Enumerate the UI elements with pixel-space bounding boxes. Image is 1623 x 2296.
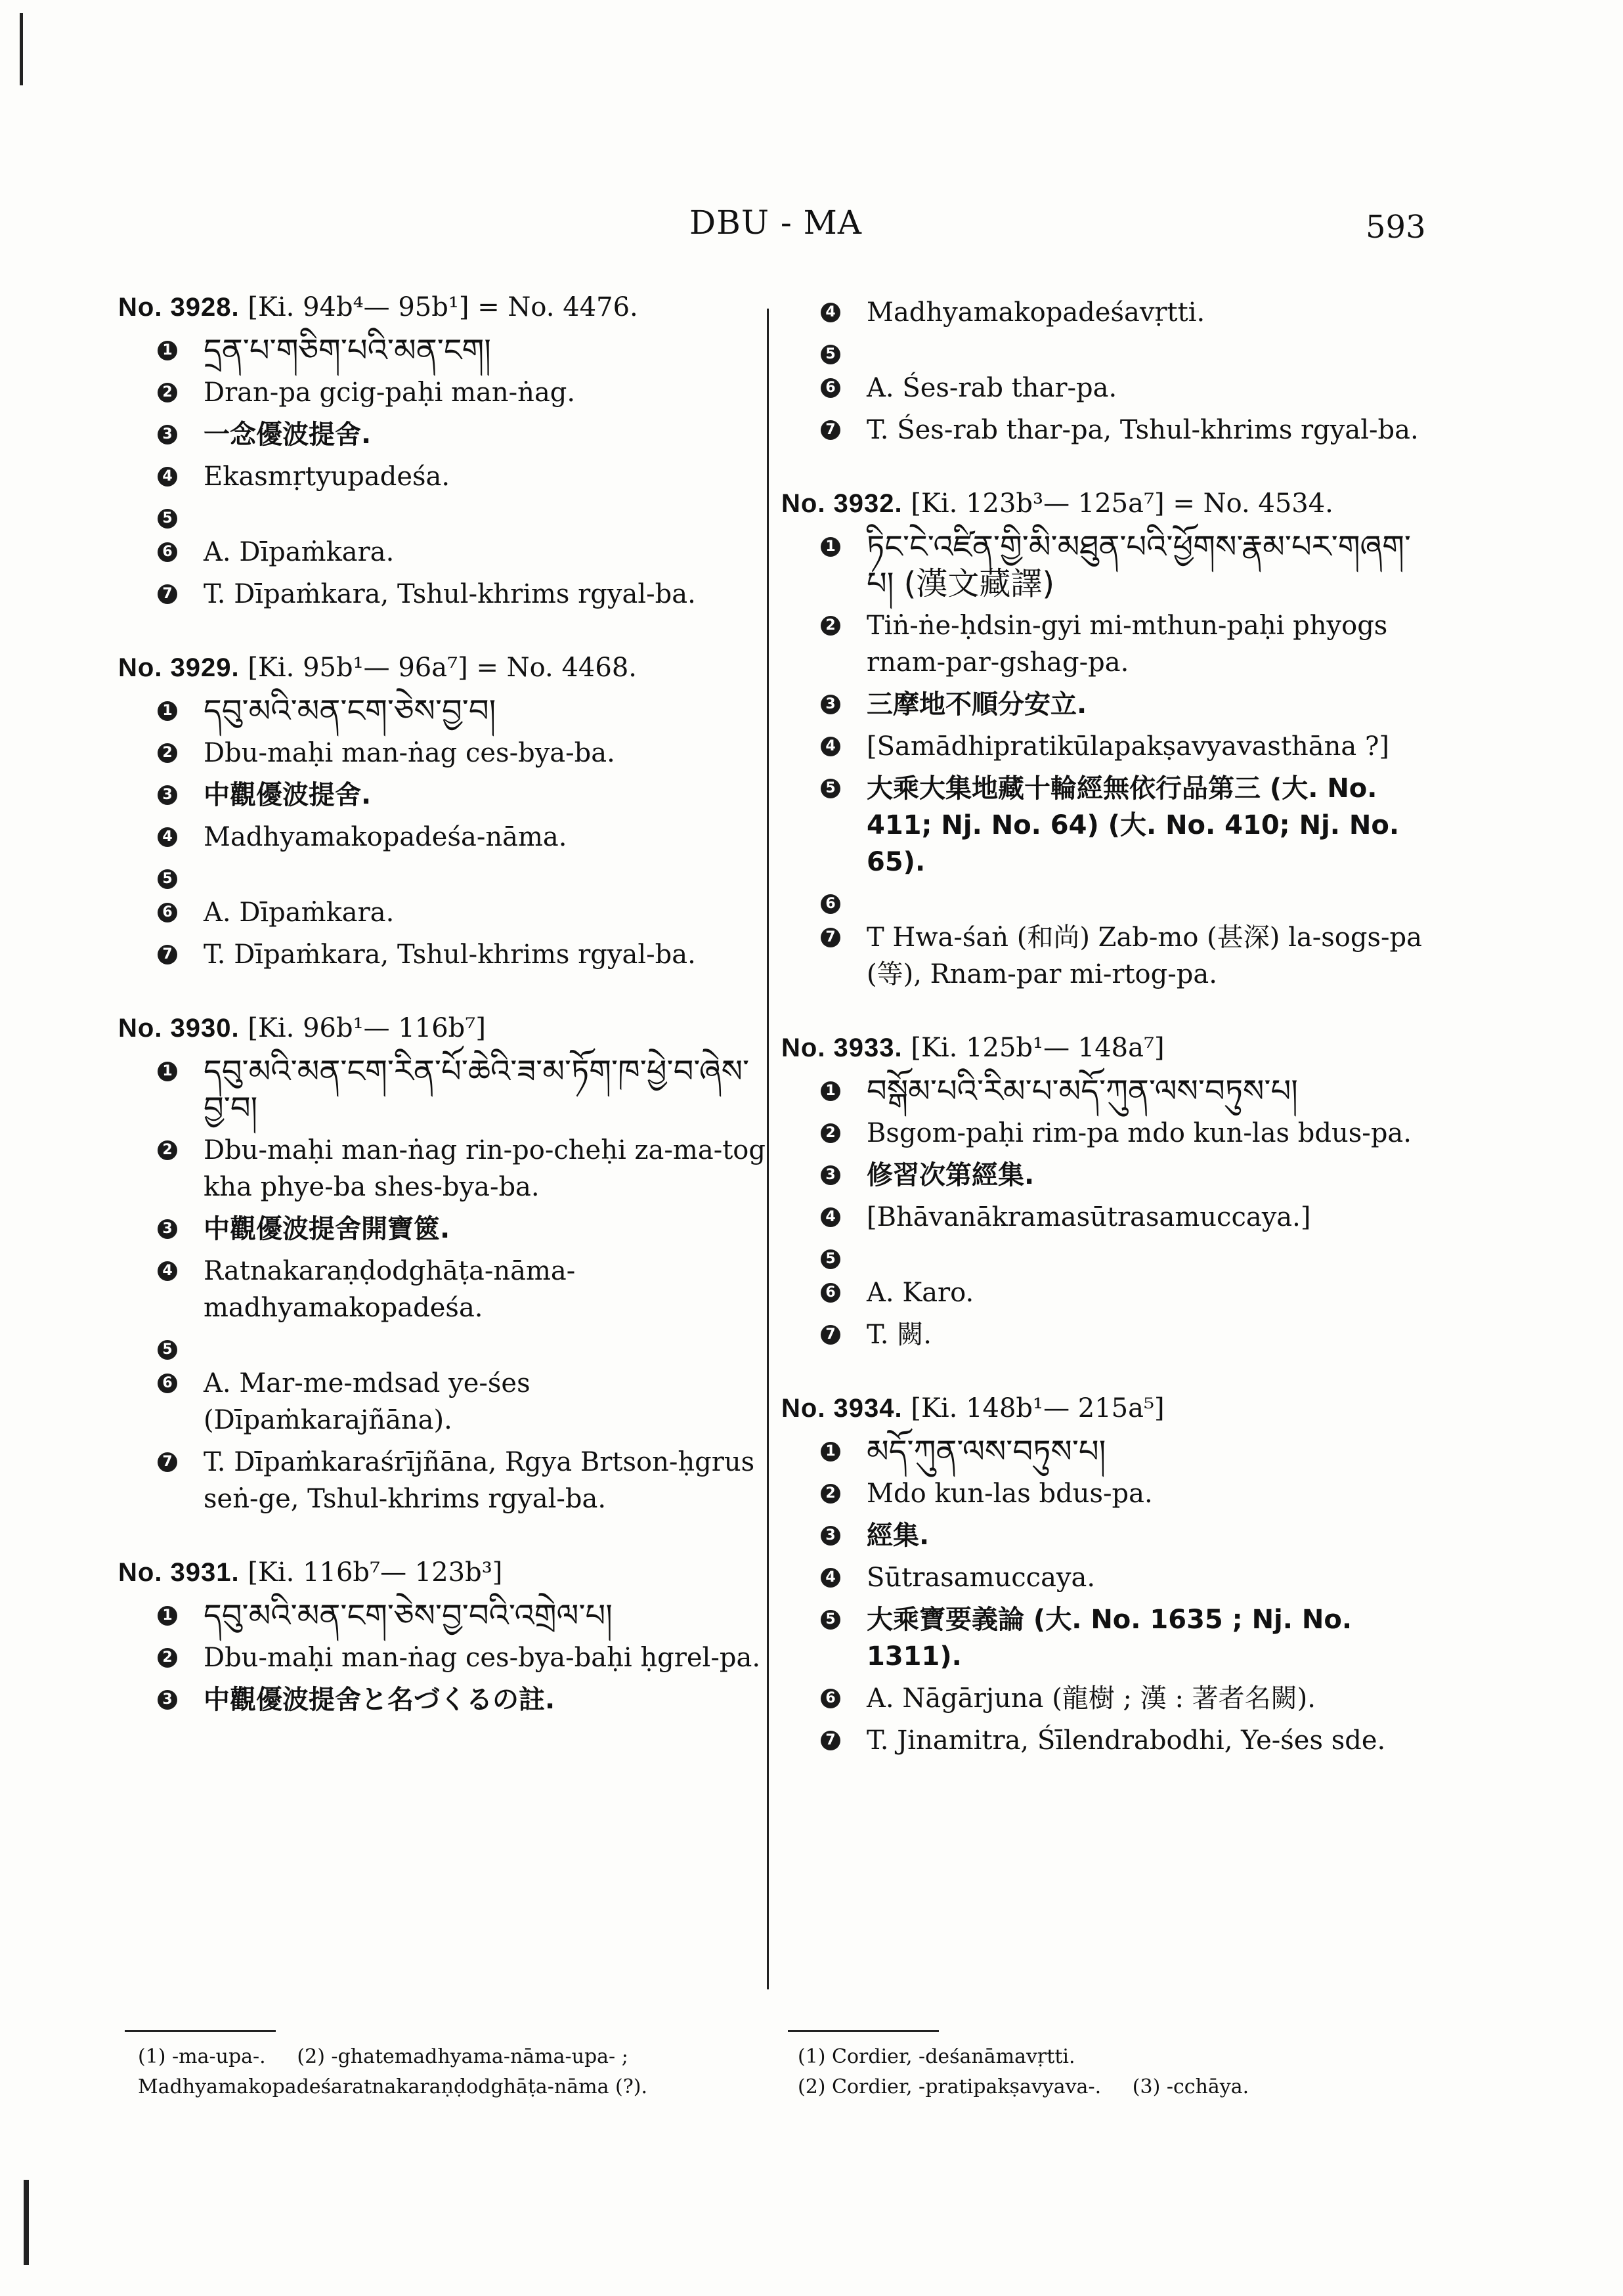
field-number-badge: 1 — [158, 341, 177, 360]
field-number-badge: 4 — [821, 1568, 840, 1588]
field-number-badge: 2 — [158, 743, 177, 763]
field-text: དབུ་མའི་མན་ངག་ཅེས་བྱ་བའི་འགྲེལ་པ། — [204, 1597, 613, 1634]
entry-header — [118, 289, 775, 326]
entry-field — [781, 370, 1438, 406]
left-column — [118, 289, 775, 1755]
entry-field — [118, 576, 775, 613]
entry-field — [781, 919, 1438, 993]
field-number-badge: 5 — [821, 1249, 840, 1269]
entry-field — [118, 1681, 775, 1718]
entry-field — [118, 1365, 775, 1439]
entry-field — [781, 886, 1438, 914]
entry-number: No. 3934. — [781, 1394, 903, 1423]
catalog-entry — [781, 1390, 1438, 1759]
field-text: Madhyamakopadeśavṛtti. — [867, 297, 1205, 328]
field-number-badge: 6 — [158, 542, 177, 562]
field-number-badge: 3 — [158, 425, 177, 444]
field-text: T. Dīpaṁkaraśrījñāna, Rgya Brtson-ḥgrus seṅ-ge, Tshul-khrims rgyal-ba. — [204, 1447, 755, 1514]
field-text: 三摩地不順分安立. — [867, 689, 1087, 720]
field-text: A. Śes-rab thar-pa. — [867, 373, 1117, 403]
field-text: Ekasmṛtyupadeśa. — [204, 462, 450, 492]
entry-number: No. 3933. — [781, 1033, 903, 1062]
field-text: 大乘大集地藏十輪經無依行品第三 (大. No. 411; Nj. No. 64) (大. No. 410; Nj. No. 65). — [867, 773, 1400, 877]
entry-field — [118, 1132, 775, 1205]
entry-field — [118, 693, 775, 729]
entry-header — [118, 1010, 775, 1047]
field-text: Mdo kun-las bdus-pa. — [867, 1479, 1153, 1509]
entry-field — [118, 416, 775, 453]
catalog-entry — [118, 649, 775, 973]
field-number-badge: 6 — [821, 1689, 840, 1708]
entry-field — [118, 735, 775, 771]
field-text: 中觀優波提舍. — [204, 780, 372, 810]
field-number-badge: 1 — [158, 1606, 177, 1626]
field-text: T. Dīpaṁkara, Tshul-khrims rgyal-ba. — [204, 579, 696, 609]
footnote-line: (2) Cordier, -pratipakṣavyava-. (3) -cchāya. — [798, 2075, 1249, 2098]
catalog-entry — [118, 1010, 775, 1517]
field-number-badge: 7 — [821, 928, 840, 947]
field-text: T. Jinamitra, Śīlendrabodhi, Ye-śes sde. — [867, 1725, 1386, 1756]
footnote-line: (1) Cordier, -deśanāmavṛtti. — [798, 2045, 1075, 2068]
entry-number: No. 3929. — [118, 653, 240, 682]
entry-reference: [Ki. 94b⁴— 95b¹] = No. 4476. — [239, 292, 638, 322]
field-number-badge: 7 — [821, 1325, 840, 1345]
entry-field — [781, 728, 1438, 765]
field-text: དྲན་པ་གཅིག་པའི་མན་ངག། — [204, 332, 491, 369]
entry-field — [781, 1241, 1438, 1269]
field-number-badge: 1 — [158, 1062, 177, 1081]
field-number-badge: 5 — [821, 345, 840, 364]
field-text: Bsgom-paḥi rim-pa mdo kun-las bdus-pa. — [867, 1118, 1412, 1148]
entry-field — [781, 1722, 1438, 1759]
field-text: T Hwa-śaṅ (和尚) Zab-mo (甚深) la-sogs-pa (等), Rnam-par mi-rtog-pa. — [867, 922, 1422, 989]
field-text: དབུ་མའི་མན་ངག་རིན་པོ་ཆེའི་ཟ་མ་ཏོག་ཁ་ཕྱེ་བ་ཞེས་བྱ་བ། — [204, 1053, 750, 1127]
entry-field — [118, 1597, 775, 1634]
left-margin-bar — [24, 2180, 29, 2265]
field-number-badge: 2 — [821, 616, 840, 636]
field-number-badge: 6 — [158, 1374, 177, 1393]
entry-reference: [Ki. 116b⁷— 123b³] — [239, 1557, 503, 1588]
catalog-entry — [781, 294, 1438, 448]
field-text: A. Mar-me-mdsad ye-śes (Dīpaṁkarajñāna). — [204, 1368, 530, 1435]
catalog-entry — [118, 1554, 775, 1718]
field-text: 一念優波提舍. — [204, 420, 372, 450]
entry-reference: [Ki. 125b¹— 148a⁷] — [902, 1033, 1165, 1063]
entry-number: No. 3931. — [118, 1558, 240, 1587]
entry-header — [781, 1029, 1438, 1066]
field-number-badge: 2 — [821, 1123, 840, 1143]
entry-field — [118, 861, 775, 889]
field-number-badge: 2 — [158, 1648, 177, 1668]
entry-number: No. 3932. — [781, 489, 903, 518]
field-number-badge: 7 — [158, 1452, 177, 1472]
field-text: 修習次第經集. — [867, 1160, 1035, 1190]
entry-field — [118, 1444, 775, 1517]
entry-reference: [Ki. 148b¹— 215a⁵] — [902, 1393, 1165, 1423]
field-number-badge: 6 — [821, 894, 840, 914]
entry-field — [118, 1639, 775, 1676]
footnote-line: (1) -ma-upa-. (2) -ghatemadhyama-nāma-upa- ; — [138, 2045, 628, 2068]
field-text: 中觀優波提舍開寶篋. — [204, 1214, 450, 1244]
entry-field — [118, 458, 775, 495]
running-header: DBU - MA — [689, 204, 862, 242]
entry-field — [781, 1475, 1438, 1512]
catalog-entry — [781, 485, 1438, 993]
entry-field — [118, 500, 775, 529]
field-number-badge: 6 — [821, 1283, 840, 1303]
field-number-badge: 3 — [158, 1219, 177, 1239]
footnotes-right — [798, 2042, 1428, 2102]
page-number: 593 — [1366, 209, 1426, 246]
field-number-badge: 1 — [821, 1081, 840, 1101]
field-number-badge: 5 — [158, 509, 177, 529]
field-text: Dbu-maḥi man-ṅag rin-po-cheḥi za-ma-tog kha phye-ba shes-bya-ba. — [204, 1135, 766, 1202]
entry-field — [781, 336, 1438, 364]
entry-field — [781, 1680, 1438, 1717]
entry-field — [781, 1433, 1438, 1470]
entry-field — [781, 1199, 1438, 1236]
entry-field — [781, 1316, 1438, 1353]
field-text: ཏིང་ངེ་འཛིན་གྱི་མི་མཐུན་པའི་ཕྱོགས་རྣམ་པར་གཞག་པ། (漢文藏譯) — [867, 529, 1411, 602]
field-text: དབུ་མའི་མན་ངག་ཅེས་བྱ་བ། — [204, 693, 496, 729]
field-text: A. Dīpaṁkara. — [204, 537, 395, 567]
entry-number: No. 3928. — [118, 293, 240, 322]
entry-field — [781, 770, 1438, 880]
field-number-badge: 7 — [158, 584, 177, 604]
field-text: [Bhāvanākramasūtrasamuccaya.] — [867, 1202, 1311, 1232]
field-number-badge: 7 — [158, 945, 177, 964]
entry-field — [118, 936, 775, 973]
field-text: མདོ་ཀུན་ལས་བཏུས་པ། — [867, 1433, 1106, 1470]
field-text: 經集. — [867, 1521, 930, 1551]
entry-header — [118, 649, 775, 686]
field-text: Tiṅ-ṅe-ḥdsin-gyi mi-mthun-paḥi phyogs rnam-par-gshag-pa. — [867, 611, 1388, 678]
field-text: Ratnakaraṇḍodghāṭa-nāma-madhyamakopadeśa. — [204, 1256, 576, 1323]
entry-header — [118, 1554, 775, 1591]
field-number-badge: 3 — [821, 1526, 840, 1546]
field-number-badge: 4 — [821, 737, 840, 756]
field-number-badge: 5 — [821, 779, 840, 798]
entry-reference: [Ki. 96b¹— 116b⁷] — [239, 1013, 486, 1043]
catalog-entry — [781, 1029, 1438, 1353]
field-number-badge: 5 — [158, 869, 177, 889]
footnote-rule-right — [788, 2030, 939, 2032]
field-number-badge: 1 — [821, 1442, 840, 1462]
entry-field — [781, 607, 1438, 681]
field-number-badge: 3 — [158, 1690, 177, 1710]
entry-field — [781, 1073, 1438, 1110]
footnote-line: Madhyamakopadeśaratnakaraṇḍodghāṭa-nāma (?). — [138, 2075, 648, 2098]
field-number-badge: 4 — [158, 827, 177, 847]
field-number-badge: 4 — [821, 1207, 840, 1227]
field-number-badge: 6 — [821, 378, 840, 398]
field-text: Dbu-maḥi man-ṅag ces-bya-ba. — [204, 738, 615, 768]
footnotes-left — [138, 2042, 755, 2102]
entry-field — [781, 1601, 1438, 1675]
right-column — [781, 289, 1438, 1796]
entry-field — [781, 1115, 1438, 1152]
entry-header — [781, 485, 1438, 522]
entry-field — [118, 819, 775, 856]
field-text: 大乘寶要義論 (大. No. 1635 ; Nj. No. 1311). — [867, 1605, 1352, 1672]
field-number-badge: 4 — [158, 467, 177, 487]
entry-field — [781, 1157, 1438, 1194]
field-text: A. Dīpaṁkara. — [204, 898, 395, 928]
entry-field — [118, 777, 775, 813]
field-text: 中觀優波提舍と名づくるの註. — [204, 1685, 555, 1715]
field-number-badge: 2 — [158, 1140, 177, 1160]
entry-field — [118, 1053, 775, 1127]
entry-field — [118, 332, 775, 369]
entry-field — [118, 894, 775, 931]
field-text: Sūtrasamuccaya. — [867, 1563, 1096, 1593]
field-number-badge: 3 — [158, 785, 177, 805]
field-number-badge: 1 — [158, 701, 177, 721]
entry-field — [781, 1517, 1438, 1554]
field-text: བསྒོམ་པའི་རིམ་པ་མདོ་ཀུན་ལས་བཏུས་པ། — [867, 1073, 1298, 1110]
left-margin-rule — [20, 13, 23, 85]
field-number-badge: 7 — [821, 420, 840, 440]
field-text: [Samādhipratikūlapakṣavyavasthāna ?] — [867, 731, 1390, 762]
entry-field — [781, 529, 1438, 602]
field-text: A. Nāgārjuna (龍樹 ; 漢 : 著者名闕). — [867, 1683, 1316, 1714]
field-number-badge: 4 — [821, 303, 840, 322]
entry-number: No. 3930. — [118, 1014, 240, 1043]
entry-field — [781, 412, 1438, 448]
field-number-badge: 6 — [158, 903, 177, 922]
entry-field — [781, 686, 1438, 723]
entry-field — [118, 1332, 775, 1360]
field-number-badge: 2 — [821, 1484, 840, 1504]
entry-field — [118, 1253, 775, 1326]
entry-header — [781, 1390, 1438, 1427]
field-text: T. Śes-rab thar-pa, Tshul-khrims rgyal-ba. — [867, 415, 1419, 445]
entry-field — [118, 534, 775, 571]
entry-field — [118, 1211, 775, 1247]
field-number-badge: 7 — [821, 1731, 840, 1750]
field-number-badge: 5 — [821, 1610, 840, 1630]
catalog-entry — [118, 289, 775, 613]
field-text: T. 闕. — [867, 1320, 932, 1350]
entry-field — [118, 374, 775, 411]
field-number-badge: 2 — [158, 383, 177, 402]
field-text: A. Karo. — [867, 1278, 974, 1308]
field-text: Madhyamakopadeśa-nāma. — [204, 822, 567, 852]
entry-field — [781, 1559, 1438, 1596]
field-text: Dbu-maḥi man-ṅag ces-bya-baḥi ḥgrel-pa. — [204, 1643, 761, 1673]
entry-field — [781, 1274, 1438, 1311]
footnote-rule-left — [125, 2030, 276, 2032]
entry-reference: [Ki. 123b³— 125a⁷] = No. 4534. — [902, 488, 1333, 519]
field-number-badge: 3 — [821, 1165, 840, 1185]
field-number-badge: 4 — [158, 1261, 177, 1281]
field-number-badge: 3 — [821, 695, 840, 714]
entry-field — [781, 294, 1438, 331]
field-text: Dran-pa gcig-paḥi man-ṅag. — [204, 378, 576, 408]
field-text: T. Dīpaṁkara, Tshul-khrims rgyal-ba. — [204, 940, 696, 970]
entry-reference: [Ki. 95b¹— 96a⁷] = No. 4468. — [239, 653, 637, 683]
field-number-badge: 1 — [821, 537, 840, 557]
field-number-badge: 5 — [158, 1340, 177, 1360]
